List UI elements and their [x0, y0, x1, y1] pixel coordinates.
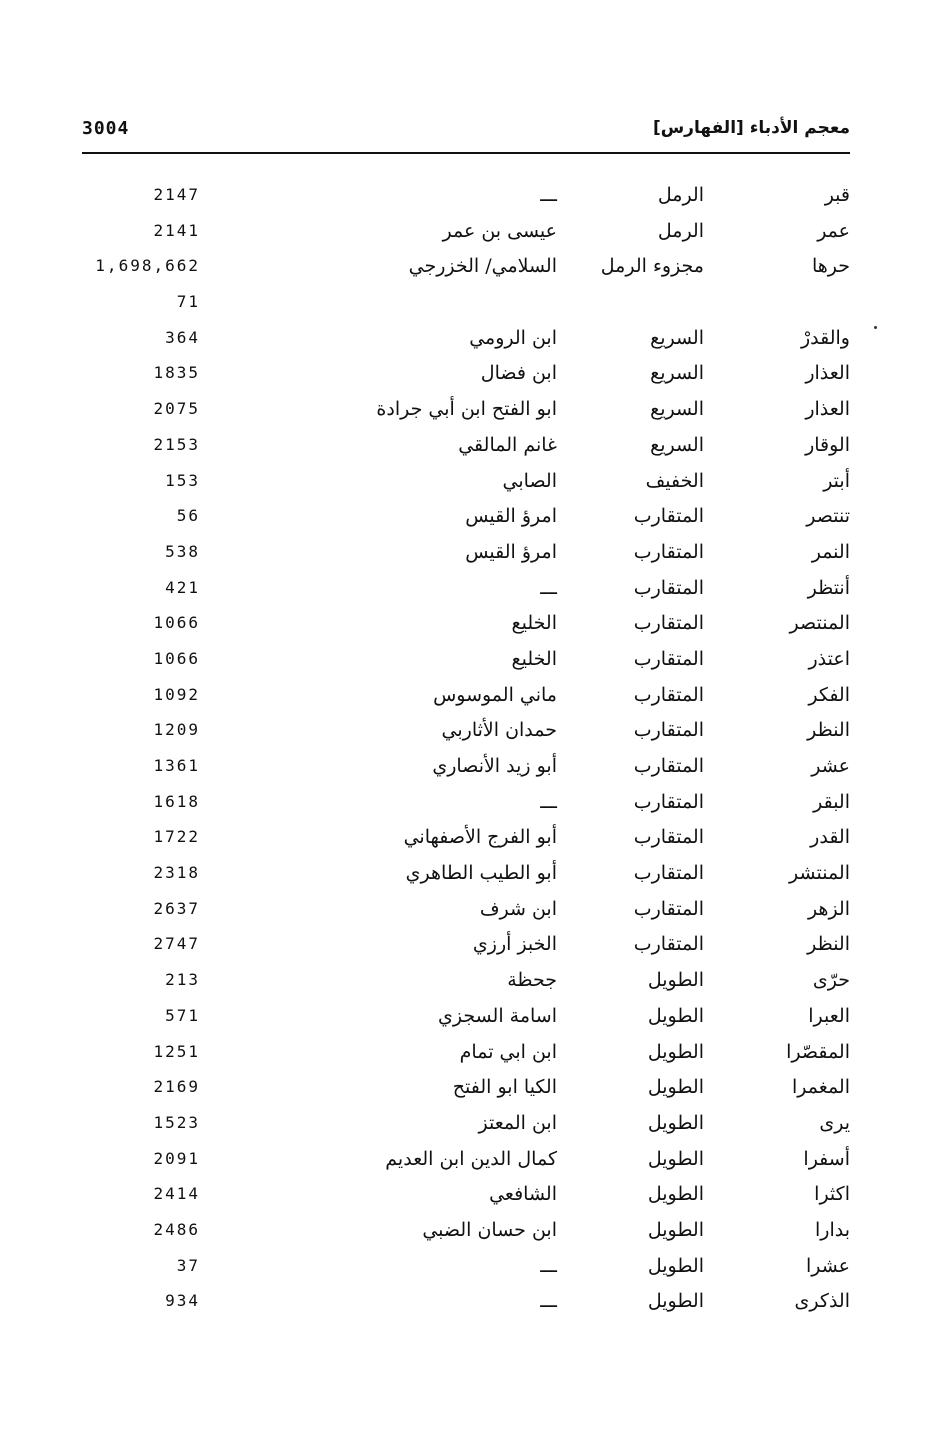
- poet-name: ماني الموسوس: [433, 683, 557, 706]
- meter-name: السريع: [650, 362, 704, 385]
- poet-name: ابن شرف: [479, 897, 557, 920]
- rhyme-word: الوقار: [805, 433, 850, 456]
- meter-name: المتقارب: [633, 933, 704, 956]
- index-row: [0, 1001, 932, 1037]
- poet-name: ابن الرومي: [469, 326, 557, 349]
- rhyme-word: العبرا: [808, 1004, 850, 1027]
- rhyme-word: والقدرْ: [800, 326, 850, 349]
- page-reference: 1722: [153, 827, 200, 847]
- rhyme-word: يرى: [819, 1111, 850, 1134]
- index-row: [0, 644, 932, 680]
- page-reference: 1251: [153, 1041, 200, 1061]
- meter-name: المتقارب: [633, 790, 704, 813]
- meter-name: السريع: [650, 433, 704, 456]
- meter-name: الطويل: [647, 1111, 704, 1134]
- index-row: [0, 608, 932, 644]
- poet-name: ـــ: [540, 790, 557, 813]
- page-reference: 934: [165, 1291, 200, 1311]
- meter-name: الرمل: [657, 184, 704, 206]
- meter-name: المتقارب: [633, 755, 704, 777]
- rhyme-word: الذكرى: [794, 1290, 850, 1313]
- poet-name: ـــ: [540, 1254, 557, 1277]
- index-table: [0, 180, 932, 1322]
- index-row: [0, 1108, 932, 1144]
- rhyme-word: المنتشر: [789, 862, 850, 885]
- running-title: معجم الأدباء [الفهارس]: [652, 118, 850, 138]
- rhyme-word: تنتصر: [806, 505, 850, 528]
- page-reference: 2153: [153, 434, 200, 454]
- index-row: [0, 787, 932, 823]
- rhyme-word: حرّى: [812, 969, 850, 992]
- index-row: [0, 251, 932, 287]
- rhyme-word: البقر: [813, 790, 850, 813]
- page-reference: 421: [165, 577, 200, 597]
- page-reference: 1066: [153, 648, 200, 668]
- poet-name: كمال الدين ابن العديم: [385, 1147, 557, 1170]
- index-row: [0, 1251, 932, 1287]
- rhyme-word: المنتصر: [789, 612, 850, 635]
- meter-name: السريع: [650, 326, 704, 349]
- page-reference: 2141: [153, 220, 200, 240]
- poet-name: ابن ابي تمام: [459, 1040, 557, 1063]
- meter-name: الطويل: [647, 1183, 704, 1206]
- rhyme-word: العذار: [805, 398, 850, 421]
- meter-name: الطويل: [647, 1254, 704, 1277]
- rhyme-word: النظر: [807, 933, 850, 956]
- poet-name: ابو الفتح ابن أبي جرادة: [376, 398, 557, 421]
- poet-name: أبو زيد الأنصاري: [432, 755, 557, 777]
- index-row: [0, 394, 932, 430]
- meter-name: المتقارب: [633, 540, 704, 563]
- page-reference: 2169: [153, 1077, 200, 1097]
- rhyme-word: بدارا: [815, 1218, 850, 1241]
- index-row: [0, 929, 932, 965]
- page-reference: 571: [165, 1005, 200, 1025]
- page-reference: 2747: [153, 934, 200, 954]
- page-reference: 2414: [153, 1184, 200, 1204]
- meter-name: الطويل: [647, 969, 704, 992]
- meter-name: المتقارب: [633, 897, 704, 920]
- index-row: [0, 1215, 932, 1251]
- page-reference: 1835: [153, 363, 200, 383]
- meter-name: المتقارب: [633, 612, 704, 635]
- poet-name: امرؤ القيس: [465, 540, 557, 563]
- rhyme-word: عشر: [811, 755, 850, 777]
- index-row: [0, 430, 932, 466]
- meter-name: المتقارب: [633, 683, 704, 706]
- page-reference: 153: [165, 470, 200, 490]
- index-row: [0, 1179, 932, 1215]
- poet-name: ابن فضال: [480, 362, 557, 385]
- rhyme-word: اكثرا: [814, 1183, 850, 1206]
- page-reference: 213: [165, 970, 200, 990]
- rhyme-word: حرها: [811, 255, 850, 278]
- page-reference: 1361: [153, 756, 200, 775]
- index-row: [0, 1037, 932, 1073]
- page-reference: 1066: [153, 613, 200, 633]
- poet-name: حمدان الأثاربي: [441, 719, 557, 742]
- index-row: [0, 358, 932, 394]
- poet-name: ـــ: [540, 184, 557, 206]
- index-row: [0, 287, 932, 323]
- page-reference: 56: [176, 506, 200, 526]
- index-row: [0, 715, 932, 751]
- rhyme-word: النظر: [807, 719, 850, 742]
- meter-name: الطويل: [647, 1004, 704, 1027]
- page-reference: 1092: [153, 684, 200, 704]
- meter-name: المتقارب: [633, 647, 704, 670]
- page-reference: 1523: [153, 1112, 200, 1132]
- poet-name: ـــ: [540, 576, 557, 599]
- rhyme-word: عشرا: [805, 1254, 850, 1277]
- page-number: 3004: [82, 118, 130, 139]
- page-reference: 1618: [153, 791, 200, 811]
- rhyme-word: أنتظر: [807, 576, 850, 599]
- meter-name: الطويل: [647, 1147, 704, 1170]
- page-reference: 37: [176, 1255, 200, 1275]
- rhyme-word: النمر: [811, 540, 850, 563]
- meter-name: المتقارب: [633, 576, 704, 599]
- index-row: [0, 1072, 932, 1108]
- meter-name: السريع: [650, 398, 704, 421]
- page-reference: 364: [165, 327, 200, 347]
- poet-name: أبو الفرج الأصفهاني: [403, 826, 557, 849]
- poet-name: الكيا ابو الفتح: [452, 1076, 557, 1099]
- meter-name: المتقارب: [633, 826, 704, 849]
- page-reference: 71: [176, 292, 200, 312]
- index-row: [0, 965, 932, 1001]
- page-reference: 2318: [153, 863, 200, 883]
- poet-name: الخليع: [511, 612, 557, 635]
- meter-name: الخفيف: [645, 469, 704, 492]
- meter-name: الرمل: [657, 219, 704, 242]
- index-row: [0, 894, 932, 930]
- index-row: [0, 216, 932, 252]
- page-reference: 2637: [153, 898, 200, 918]
- rhyme-word: القدر: [810, 826, 850, 849]
- poet-name: عيسى بن عمر: [442, 219, 557, 242]
- index-row: [0, 501, 932, 537]
- poet-name: اسامة السجزي: [437, 1004, 557, 1027]
- index-row: [0, 537, 932, 573]
- index-row: [0, 751, 932, 787]
- poet-name: ابن حسان الضبي: [422, 1218, 557, 1241]
- page-reference: 2091: [153, 1148, 200, 1168]
- rhyme-word: العذار: [805, 362, 850, 385]
- meter-name: الطويل: [647, 1076, 704, 1099]
- meter-name: المتقارب: [633, 505, 704, 528]
- index-row: [0, 680, 932, 716]
- rhyme-word: المغمرا: [792, 1076, 850, 1099]
- meter-name: الطويل: [647, 1040, 704, 1063]
- rhyme-word: أبتر: [823, 469, 850, 492]
- index-row: [0, 1286, 932, 1322]
- poet-name: السلامي/ الخزرجي: [408, 255, 557, 278]
- page-reference: 1,698,662: [95, 256, 200, 276]
- page-reference: 1209: [153, 720, 200, 740]
- poet-name: غانم المالقي: [458, 433, 557, 456]
- rhyme-word: عمر: [817, 219, 850, 242]
- page-reference: 2147: [153, 185, 200, 204]
- rhyme-word: قبر: [824, 184, 850, 206]
- meter-name: المتقارب: [633, 719, 704, 742]
- page-reference: 2075: [153, 399, 200, 419]
- meter-name: المتقارب: [633, 862, 704, 885]
- poet-name: جحظة: [507, 969, 557, 992]
- poet-name: ـــ: [540, 1290, 557, 1313]
- index-row: [0, 822, 932, 858]
- poet-name: ابن المعتز: [478, 1111, 557, 1134]
- poet-name: الخبز أرزي: [472, 933, 557, 956]
- index-row: [0, 180, 932, 216]
- poet-name: الشافعي: [489, 1183, 557, 1206]
- rhyme-word: اعتذر: [808, 647, 850, 670]
- rhyme-word: الزهر: [807, 897, 850, 920]
- poet-name: أبو الطيب الطاهري: [405, 862, 557, 885]
- poet-name: امرؤ القيس: [465, 505, 557, 528]
- rhyme-word: الفكر: [808, 683, 850, 706]
- meter-name: مجزوء الرمل: [600, 255, 704, 278]
- index-row: [0, 573, 932, 609]
- poet-name: الصابي: [502, 469, 557, 492]
- index-row: [0, 466, 932, 502]
- page-reference: 538: [165, 541, 200, 561]
- index-row: [0, 323, 932, 359]
- page-reference: 2486: [153, 1219, 200, 1239]
- rhyme-word: المقصّرا: [786, 1040, 850, 1063]
- index-row: [0, 1144, 932, 1180]
- meter-name: الطويل: [647, 1218, 704, 1241]
- poet-name: الخليع: [511, 647, 557, 670]
- rhyme-word: أسفرا: [803, 1147, 850, 1170]
- page-header: [82, 118, 850, 154]
- meter-name: الطويل: [647, 1290, 704, 1313]
- index-row: [0, 858, 932, 894]
